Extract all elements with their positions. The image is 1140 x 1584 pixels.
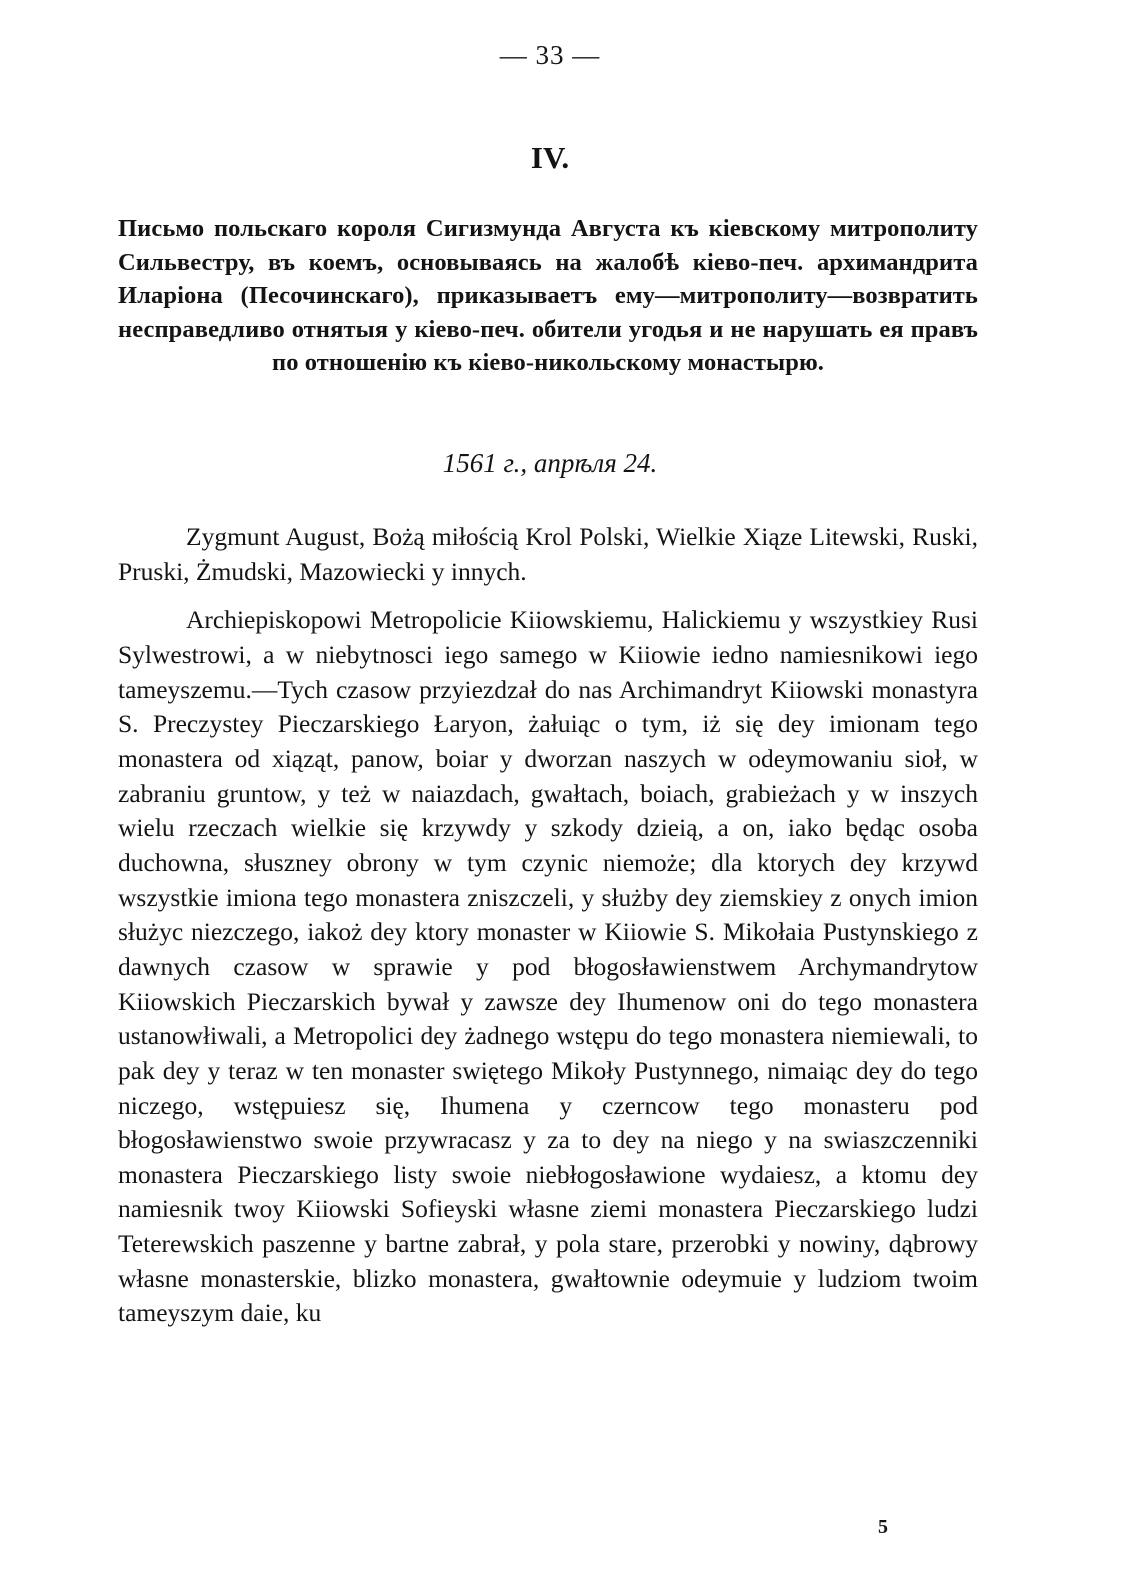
body-text xyxy=(118,520,978,1331)
page-number: — 33 — xyxy=(499,40,601,70)
signature-mark: 5 xyxy=(878,1516,888,1538)
section-number: IV. xyxy=(530,140,570,175)
body-paragraph: Zygmunt August, Bożą miłością Krol Polski, Wielkie Xiąze Litewski, Ruski, Pruski, Żmudski, Mazowiecki y innych. xyxy=(118,522,978,586)
document-date: 1561 г., апрѣля 24. xyxy=(442,448,658,478)
document-heading: Письмо польскаго короля Сигизмунда Августа къ кіевскому митрополиту Сильвестру, въ коемъ, основываясь на жалобѣ кіево-печ. архимандрита Иларіона (Песочинскаго), приказываетъ ему—митрополиту—возвратить несправедливо отнятыя у кіево-печ. обители угодья и не нарушать ея правъ по отношенію къ кіево-никольскому монастырю. xyxy=(118,215,978,376)
body-paragraph: Archiepiskopowi Metropolicie Kiiowskiemu, Halickiemu y wszystkiey Rusi Sylwestrowi, a w niebytnosci iego samego w Kiiowie iedno namiesnikowi iego tameyszemu.—Tych czasow przyiezdzał do nas Archimandryt Kiiowski monastyra S. Preczystey Pieczarskiego Łaryon, żałuiąc o tym, iż się dey imionam tego monastera od xiąząt, panow, boiar y dworzan naszych w odeymowaniu sioł, w zabraniu gruntow, y też w naiazdach, gwałtach, boiach, grabieżach y w inszych wielu rzeczach wielkie się krzywdy y szkody dzieią, a on, iako będąc osoba duchowna, słuszney obrony w tym czynic niemoże; dla ktorych dey krzywd wszystkie imiona tego monastera zniszczeli, y służby dey ziemskiey z onych imion służyc niezczego, iakoż dey ktory monaster w Kiiowie S. Mikołaia Pustynskiego z dawnych czasow w sprawie y pod błogosławienstwem Archymandrytow Kiiowskich Pieczarskich bywał y zawsze dey Ihumenow oni do tego monastera ustanowłiwali, a Metropolici dey żadnego wstępu do tego monastera niemiewali, to pak dey y teraz w ten monaster swiętego Mikoły Pustynnego, nimaiąc dey do tego niczego, wstępuiesz się, Ihumena y czerncow tego monasteru pod błogosławienstwo swoie przywracasz y za to dey na niego y na swiaszczenniki monastera Pieczarskiego listy swoie niebłogosławione wydaiesz, a ktomu dey namiesnik twoy Kiiowski Sofieyski własne ziemi monastera Pieczarskiego ludzi Teterewskich paszenne y bartne zabrał, y pola stare, przerobki y nowiny, dąbrowy własne monasterskie, blizko monastera, gwałtownie odeymuie y ludziom twoim tameyszym daie, ku xyxy=(118,605,978,1328)
